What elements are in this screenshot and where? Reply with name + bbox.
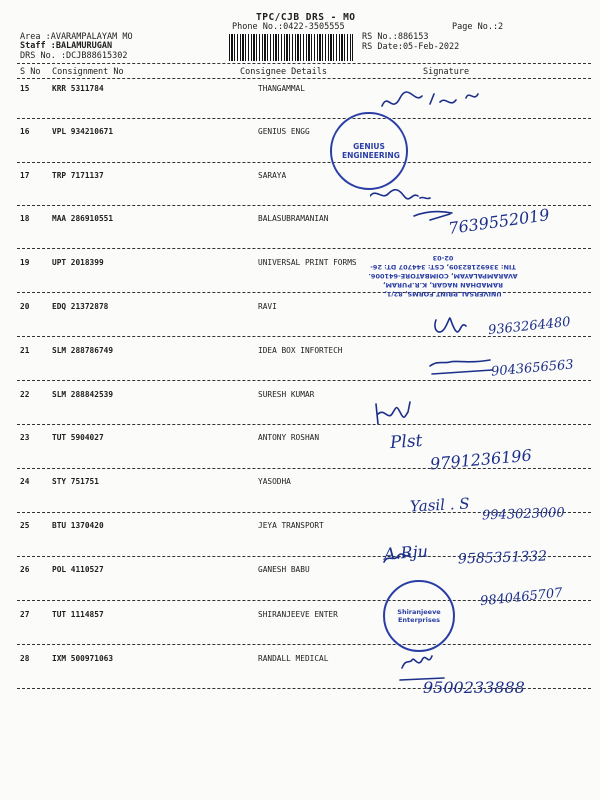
drs-number: DRS No. :DCJB88615302	[20, 51, 128, 61]
row-consignment: SLM 288842539	[52, 390, 114, 399]
row-consignee: IDEA BOX INFORTECH	[258, 346, 343, 355]
shiranjeeve-stamp	[383, 580, 455, 652]
row-consignee: SURESH KUMAR	[258, 390, 315, 399]
handwritten-phone: 9943023000	[481, 505, 565, 524]
row-sno: 15	[20, 84, 30, 93]
signature-row15	[382, 92, 478, 106]
row-consignment: UPT 2018399	[52, 258, 104, 267]
handwritten-phone: 9363264480	[487, 314, 572, 339]
signature-row17	[370, 190, 430, 199]
row-consignment: SLM 288786749	[52, 346, 114, 355]
handwritten-phone: 9500233888	[423, 678, 525, 697]
row-sno: 17	[20, 171, 30, 180]
row-consignee: SHIRANJEEVE ENTER	[258, 610, 338, 619]
handwritten-phone: 7639552019	[447, 205, 551, 238]
col-consignee: Consignee Details	[240, 67, 327, 77]
row-sno: 25	[20, 521, 30, 530]
page-number: Page No.:2	[452, 22, 504, 32]
row-consignee: THANGAMMAL	[258, 84, 305, 93]
row-sno: 21	[20, 346, 30, 355]
row-sno: 18	[20, 214, 30, 223]
row-sno: 23	[20, 433, 30, 442]
rs-number: RS No.:886153	[362, 32, 429, 42]
handwritten-signature: Plst	[389, 430, 424, 454]
row-consignment: TUT 5904027	[52, 433, 104, 442]
area-label: Area :AVARAMPALAYAM MO	[20, 32, 133, 42]
row-consignee: GANESH BABU	[258, 565, 310, 574]
row-sno: 24	[20, 477, 30, 486]
handwritten-phone: 9043656563	[490, 357, 575, 380]
row-consignee: ANTONY ROSHAN	[258, 433, 320, 442]
row-consignment: IXM 500971063	[52, 654, 114, 663]
universal-print-forms-stamp	[367, 232, 519, 298]
row-consignment: TUT 1114857	[52, 610, 104, 619]
signature-row21	[430, 360, 492, 374]
divider	[17, 78, 591, 79]
row-sno: 16	[20, 127, 30, 136]
stamp-text: UNIVERSAL PRINT FORMS, 82/1, RAMADHAN NAGAR, K.R.PURAM, AVARAMPALAYAM, COIMBATORE-641006. TIN: 33692182309, CST: 344707 DT: 26-02-03	[368, 254, 518, 298]
handwritten-phone: 9585351332	[457, 548, 548, 568]
row-consignee: YASODHA	[258, 477, 291, 486]
genius-engineering-stamp	[330, 112, 408, 190]
row-consignment: VPL 934210671	[52, 127, 114, 136]
row-consignment: KRR 5311784	[52, 84, 104, 93]
stamp-text: GENIUS ENGINEERING	[342, 142, 400, 160]
handwritten-phone: 9791236196	[429, 445, 533, 474]
row-consignment: STY 751751	[52, 477, 99, 486]
phone-number: Phone No.:0422-3505555	[232, 22, 345, 32]
row-consignment: POL 4110527	[52, 565, 104, 574]
handwritten-signature: Yasil . S	[409, 494, 470, 516]
col-consignment: Consignment No	[52, 67, 124, 77]
row-sno: 19	[20, 258, 30, 267]
row-consignee: RANDALL MEDICAL	[258, 654, 329, 663]
row-sno: 27	[20, 610, 30, 619]
col-signature: Signature	[423, 67, 470, 77]
row-consignee: UNIVERSAL PRINT FORMS	[258, 258, 357, 267]
col-sno: S No	[20, 67, 41, 77]
row-sno: 26	[20, 565, 30, 574]
row-consignee: JEYA TRANSPORT	[258, 521, 324, 530]
signature-row28	[400, 656, 444, 680]
signature-row20	[435, 318, 466, 332]
divider	[17, 63, 591, 64]
row-consignee: RAVI	[258, 302, 277, 311]
row-consignment: BTU 1370420	[52, 521, 104, 530]
row-consignee: GENIUS ENGG	[258, 127, 310, 136]
row-sno: 20	[20, 302, 30, 311]
barcode	[229, 34, 353, 61]
handwritten-phone: 9840465707	[479, 585, 564, 610]
row-consignment: EDQ 21372878	[52, 302, 109, 311]
row-consignee: SARAYA	[258, 171, 287, 180]
report-title: TPC/CJB DRS - MO	[256, 12, 356, 23]
rs-date: RS Date:05-Feb-2022	[362, 42, 460, 52]
row-sno: 28	[20, 654, 30, 663]
staff-label: Staff :BALAMURUGAN	[20, 41, 113, 51]
signature-row22	[376, 402, 410, 424]
stamp-text: Shiranjeeve Enterprises	[397, 608, 441, 624]
row-consignee: BALASUBRAMANIAN	[258, 214, 329, 223]
row-consignment: MAA 286910551	[52, 214, 114, 223]
row-sno: 22	[20, 390, 30, 399]
handwritten-signature: A.Rju	[383, 541, 429, 564]
row-consignment: TRP 7171137	[52, 171, 104, 180]
